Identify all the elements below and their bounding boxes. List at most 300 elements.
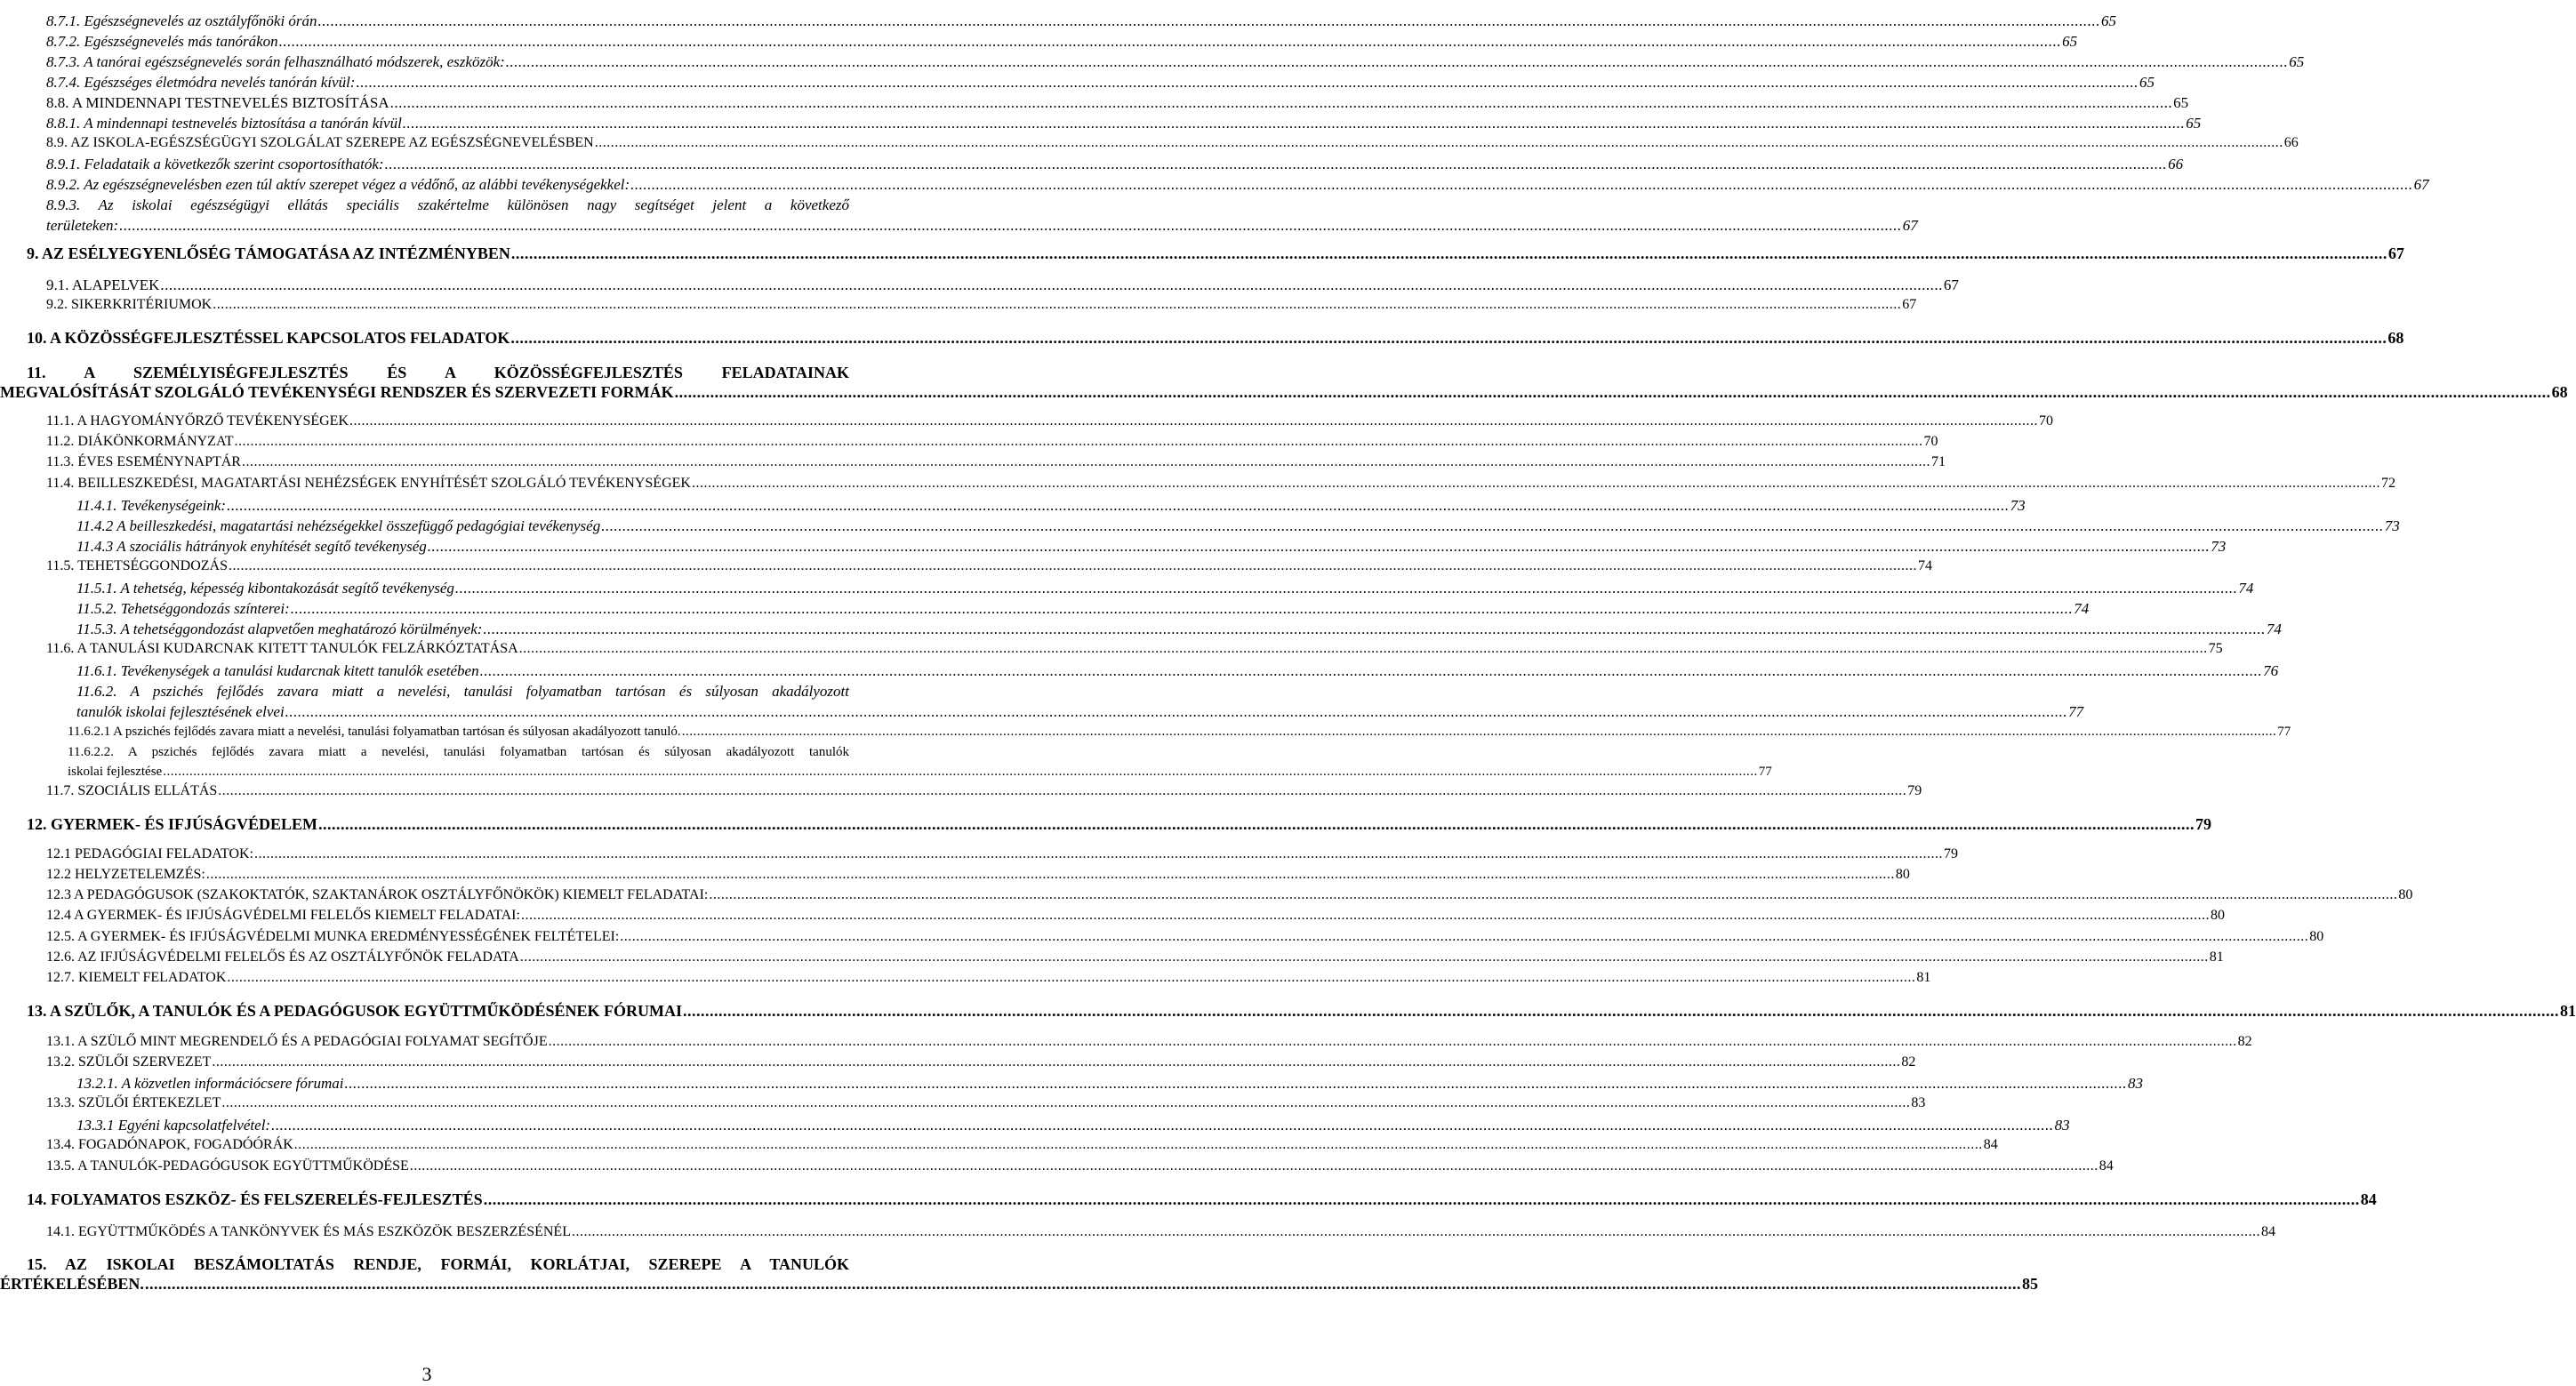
toc-entry[interactable] <box>27 815 2212 834</box>
toc-page-number: 72 <box>2380 476 2395 491</box>
toc-label <box>76 517 600 535</box>
toc-label <box>46 135 594 151</box>
toc-entry[interactable] <box>46 297 1917 313</box>
toc-entry[interactable] <box>46 558 1932 574</box>
dot-leader <box>455 580 2238 597</box>
toc-entry[interactable] <box>46 970 1931 986</box>
toc-page-number: 67 <box>2387 244 2404 262</box>
toc-entry[interactable] <box>76 580 2254 597</box>
toc-entry[interactable] <box>46 1095 1926 1111</box>
dot-leader <box>227 497 2010 515</box>
toc-title-line2: iskolai fejlesztése <box>68 765 163 779</box>
toc-title: SZOCIÁLIS ELLÁTÁS <box>77 783 218 798</box>
toc-number: 12.7. <box>46 970 75 985</box>
toc-number: 11.3. <box>46 454 75 469</box>
toc-page-number: 71 <box>1930 454 1946 469</box>
toc-page-number: 82 <box>2237 1034 2252 1049</box>
dot-leader <box>519 641 2208 657</box>
toc-page-number: 65 <box>2139 74 2155 91</box>
toc-entry[interactable] <box>27 1190 2377 1209</box>
toc-label <box>46 1224 571 1240</box>
toc-entry-continuation[interactable] <box>76 703 2084 721</box>
toc-title: Tehetséggondozás színterei: <box>120 600 290 617</box>
toc-title: Egészségnevelés más tanórákon <box>84 33 278 50</box>
toc-entry[interactable] <box>27 364 849 382</box>
toc-title: PEDAGÓGIAI FELADATOK: <box>75 846 254 861</box>
toc-entry[interactable] <box>46 413 2053 429</box>
toc-title: A beilleszkedési, magatartási nehézségekkel összefüggő pedagógiai tevékenység <box>116 517 601 534</box>
toc-title: A TANULÁSI KUDARCNAK KITETT TANULÓK FELZÁRKÓZTATÁSA <box>76 641 518 656</box>
dot-leader <box>271 1117 2054 1134</box>
toc-title: Tevékenységeink: <box>120 497 227 514</box>
toc-entry[interactable] <box>46 1034 2252 1050</box>
dot-leader <box>221 1095 1910 1111</box>
toc-page-number: 65 <box>2101 12 2117 29</box>
dot-leader <box>349 413 2038 429</box>
toc-page-number: 65 <box>2062 33 2078 50</box>
toc-title: A TANULÓK-PEDAGÓGUSOK EGYÜTTMŰKÖDÉSE <box>77 1158 409 1174</box>
toc-number: 11.6.2.2. <box>68 745 114 759</box>
toc-label <box>27 364 849 381</box>
toc-number: 8.7.4. <box>46 74 81 91</box>
toc-label <box>76 538 427 556</box>
toc-page-number: 79 <box>1944 846 1959 861</box>
toc-page-number: 73 <box>2384 517 2400 534</box>
toc-entry[interactable] <box>46 12 2117 30</box>
dot-leader <box>480 662 2263 680</box>
toc-entry[interactable] <box>27 329 2404 348</box>
toc-number: 8.8. <box>46 94 69 111</box>
toc-title: Egészségnevelés az osztályfőnöki órán <box>84 12 317 29</box>
toc-entry[interactable] <box>76 1117 2070 1134</box>
toc-page-number: 73 <box>2010 497 2026 514</box>
toc-label <box>68 745 849 759</box>
toc-label <box>27 815 317 834</box>
dot-leader <box>242 454 1930 470</box>
toc-number: 12.3 <box>46 887 71 902</box>
toc-label <box>46 53 505 71</box>
toc-label <box>27 329 510 348</box>
toc-title: A közvetlen információcsere fórumai <box>121 1075 344 1092</box>
toc-label <box>46 1158 409 1174</box>
toc-number: 14. <box>27 1190 47 1208</box>
toc-page-number: 82 <box>1901 1054 1916 1070</box>
toc-number: 11.6. <box>46 641 75 656</box>
dot-leader <box>620 929 2308 945</box>
toc-number: 11.4.2 <box>76 517 114 534</box>
toc-page-number: 74 <box>2074 600 2090 617</box>
toc-page-number: 73 <box>2211 538 2227 555</box>
toc-title: A SZEMÉLYISÉGFEJLESZTÉS ÉS A KÖZÖSSÉGFEJLESZTÉS FELADATAINAK <box>84 364 849 381</box>
toc-entry[interactable] <box>27 244 2404 263</box>
toc-page-number: 79 <box>2195 815 2212 833</box>
toc-title: A tehetség, képesség kibontakozását segítő tevékenység <box>120 580 454 597</box>
dot-leader <box>520 949 2209 965</box>
toc-number: 13.5. <box>46 1158 75 1174</box>
dot-leader <box>235 434 1923 450</box>
toc-entry-continuation[interactable] <box>68 765 1772 780</box>
toc-label <box>76 1075 343 1093</box>
toc-title: A szociális hátrányok enyhítését segítő tevékenység <box>116 538 427 555</box>
toc-title: ÉVES ESEMÉNYNAPTÁR <box>77 454 241 469</box>
dot-leader <box>385 156 2168 173</box>
dot-leader <box>601 517 2384 535</box>
toc-label <box>46 176 630 194</box>
toc-title: EGYÜTTMŰKÖDÉS A TANKÖNYVEK ÉS MÁS ESZKÖZÖK BESZERZÉSÉNÉL <box>78 1224 571 1239</box>
toc-page-number: 66 <box>2168 156 2184 172</box>
dot-leader <box>403 115 2186 132</box>
toc-page-number: 80 <box>2309 929 2324 944</box>
toc-page-number: 77 <box>2068 703 2084 720</box>
toc-entry-continuation[interactable] <box>46 217 1918 235</box>
toc-number: 9.2. <box>46 297 68 312</box>
toc-entry[interactable] <box>46 434 1938 450</box>
toc-entry[interactable] <box>76 517 2400 535</box>
toc-title: A tehetséggondozást alapvetően meghatározó körülmények: <box>120 621 483 637</box>
toc-number: 10. <box>27 329 47 347</box>
toc-number: 11.6.1. <box>76 662 117 679</box>
toc-label <box>46 1054 211 1070</box>
dot-leader <box>227 970 1915 986</box>
toc-page-number: 74 <box>1918 558 1932 573</box>
toc-page-number: 81 <box>1916 970 1931 985</box>
dot-leader <box>285 703 2068 721</box>
toc-title-line2: területeken: <box>46 217 119 234</box>
toc-page-number: 70 <box>1923 434 1938 449</box>
toc-page-number: 67 <box>1902 217 1918 234</box>
toc-label <box>46 115 402 132</box>
toc-label <box>46 949 519 965</box>
dot-leader <box>163 765 1758 780</box>
toc-entry[interactable] <box>76 600 2090 618</box>
toc-page-number: 84 <box>2260 1224 2275 1239</box>
dot-leader <box>254 846 1943 862</box>
toc-entry[interactable] <box>46 196 849 214</box>
toc-number: 8.9.1. <box>46 156 81 172</box>
toc-entry[interactable] <box>46 53 2305 71</box>
dot-leader <box>318 815 2195 834</box>
toc-page-number: 79 <box>1907 783 1922 798</box>
page-number: 3 <box>421 1363 432 1385</box>
toc-title: SIKERKRITÉRIUMOK <box>71 297 213 312</box>
toc-page-number: 76 <box>2263 662 2279 679</box>
toc-page-number: 75 <box>2208 641 2223 656</box>
dot-leader <box>683 1002 2559 1021</box>
toc-entry[interactable] <box>46 929 2324 945</box>
toc-title: A pszichés fejlődés zavara miatt a nevelési, tanulási folyamatban tartósan és súlyosan akadályozott tanulók <box>127 745 849 759</box>
toc-page-number: 74 <box>2238 580 2254 597</box>
dot-leader <box>294 1137 1983 1153</box>
toc-title: AZ ESÉLYEGYENLŐSÉG TÁMOGATÁSA AZ INTÉZMÉNYBEN <box>42 244 510 262</box>
toc-entry-continuation[interactable] <box>0 383 2568 402</box>
toc-label <box>27 1255 849 1273</box>
toc-title: A SZÜLŐ MINT MEGRENDELŐ ÉS A PEDAGÓGIAI FOLYAMAT SEGÍTŐJE <box>77 1034 548 1049</box>
toc-entry[interactable] <box>76 1075 2143 1093</box>
toc-page-number: 65 <box>2289 53 2305 70</box>
toc-number: 12.4 <box>46 908 71 923</box>
toc-number: 11.1. <box>46 413 75 429</box>
toc-page-number: 70 <box>2039 413 2053 429</box>
toc-entry[interactable] <box>76 683 849 701</box>
toc-title: A pszichés fejlődés zavara miatt a nevelési, tanulási folyamatban tartósan és súlyosan akadályozott <box>130 683 849 700</box>
toc-title: KIEMELT FELADATOK <box>78 970 227 985</box>
toc-label <box>46 1034 548 1050</box>
toc-title: A HAGYOMÁNYŐRZŐ TEVÉKENYSÉGEK <box>76 413 349 429</box>
toc-label <box>46 641 518 657</box>
dot-leader <box>145 1275 2021 1294</box>
toc-title: GYERMEK- ÉS IFJÚSÁGVÉDELEM <box>51 815 318 833</box>
toc-title-line2: MEGVALÓSÍTÁSÁT SZOLGÁLÓ TEVÉKENYSÉGI RENDSZER ÉS SZERVEZETI FORMÁK <box>0 383 674 401</box>
toc-entry[interactable] <box>27 1002 2576 1021</box>
toc-label <box>27 1190 483 1209</box>
toc-entry[interactable] <box>68 725 2291 740</box>
toc-title: TEHETSÉGGONDOZÁS <box>77 558 228 573</box>
toc-title: AZ IFJÚSÁGVÉDELMI FELELŐS ÉS AZ OSZTÁLYFŐNÖK FELADATA <box>77 949 519 965</box>
toc-number: 13.1. <box>46 1034 75 1049</box>
toc-title: A KÖZÖSSÉGFEJLESZTÉSSEL KAPCSOLATOS FELADATOK <box>50 329 510 347</box>
toc-label <box>46 887 708 903</box>
toc-entry[interactable] <box>46 1158 2114 1174</box>
toc-page-number: 81 <box>2209 949 2224 965</box>
toc-label <box>76 683 849 700</box>
toc-number: 11.6.2.1 <box>68 725 111 739</box>
toc-title-line2: ÉRTÉKELÉSÉBEN. <box>0 1275 144 1293</box>
toc-label <box>46 434 234 450</box>
toc-label <box>76 621 482 638</box>
dot-leader <box>506 53 2289 71</box>
toc-entry[interactable] <box>76 538 2227 556</box>
dot-leader <box>630 176 2413 194</box>
toc-label <box>46 413 349 429</box>
toc-page-number: 83 <box>1911 1095 1926 1110</box>
toc-page-number: 85 <box>2021 1275 2038 1293</box>
toc-title: FOLYAMATOS ESZKÖZ- ÉS FELSZERELÉS-FEJLESZTÉS <box>51 1190 483 1208</box>
toc-entry[interactable] <box>46 115 2202 132</box>
toc-label <box>68 725 681 740</box>
toc-number: 13.3.1 <box>76 1117 115 1134</box>
toc-title: Az iskolai egészségügyi ellátás speciális szakértelme különösen nagy segítséget jelent a következő <box>98 196 849 213</box>
toc-label <box>27 244 510 263</box>
toc-number: 12. <box>27 815 47 833</box>
dot-leader <box>213 297 1901 313</box>
toc-page-number: 84 <box>2099 1158 2114 1174</box>
toc-label <box>46 12 317 30</box>
toc-number: 14.1. <box>46 1224 75 1239</box>
toc-title: FOGADÓNAPOK, FOGADÓÓRÁK <box>78 1137 293 1152</box>
toc-title: AZ ISKOLA-EGÉSZSÉGÜGYI SZOLGÁLAT SZEREPE AZ EGÉSZSÉGNEVELÉSBEN <box>70 135 594 150</box>
toc-number: 12.2 <box>46 867 71 882</box>
toc-page-number: 68 <box>2387 329 2404 347</box>
toc-number: 11.5.2. <box>76 600 117 617</box>
dot-leader <box>510 329 2387 348</box>
toc-entry-continuation[interactable] <box>0 1275 2038 1294</box>
toc-number: 8.7.2. <box>46 33 81 50</box>
toc-entry[interactable] <box>46 867 1910 883</box>
toc-number: 11.4.1. <box>76 497 117 514</box>
toc-number: 11.7. <box>46 783 75 798</box>
dot-leader <box>218 783 1906 799</box>
toc-entry[interactable] <box>46 887 2413 903</box>
toc-label <box>46 970 226 986</box>
toc-entry[interactable] <box>46 783 1922 799</box>
toc-label <box>46 929 619 945</box>
toc-entry[interactable] <box>46 176 2429 194</box>
toc-entry[interactable] <box>46 74 2155 92</box>
toc-page-number: 65 <box>2186 115 2202 132</box>
toc-number: 8.7.1. <box>46 12 81 29</box>
toc-entry[interactable] <box>46 1224 2275 1240</box>
toc-number: 11.2. <box>46 434 75 449</box>
toc-number: 12.6. <box>46 949 75 965</box>
toc-number: 8.9. <box>46 135 68 150</box>
toc-title: A mindennapi testnevelés biztosítása a tanórán kívül <box>84 115 402 132</box>
toc-number: 13.4. <box>46 1137 75 1152</box>
toc-label <box>46 476 691 492</box>
toc-number: 15. <box>27 1255 47 1273</box>
dot-leader <box>119 217 1902 235</box>
toc-number: 11.4.3 <box>76 538 114 555</box>
toc-page-number: 65 <box>2173 94 2189 111</box>
toc-title: Egyéni kapcsolatfelvétel: <box>117 1117 271 1134</box>
toc-entry[interactable] <box>46 908 2225 924</box>
toc-title: A pszichés fejlődés zavara miatt a nevelési, tanulási folyamatban tartósan és súlyosan akadályozott tanuló. <box>113 725 681 739</box>
dot-leader <box>160 276 1943 294</box>
toc-number: 13.3. <box>46 1095 75 1110</box>
dot-leader <box>692 476 2380 492</box>
toc-label <box>46 783 217 799</box>
dot-leader <box>212 1054 1900 1070</box>
toc-entry[interactable] <box>46 94 2189 112</box>
toc-number: 9. <box>27 244 39 262</box>
toc-entry[interactable] <box>46 1137 1998 1153</box>
toc-entry[interactable] <box>46 949 2224 965</box>
toc-number: 11.5. <box>46 558 75 573</box>
toc-label <box>46 156 384 173</box>
toc-label <box>27 1002 682 1021</box>
toc-label <box>46 1137 293 1153</box>
dot-leader <box>511 244 2387 263</box>
toc-label <box>46 558 228 574</box>
toc-title: A PEDAGÓGUSOK (SZAKOKTATÓK, SZAKTANÁROK OSZTÁLYFŐNÖKÖK) KIEMELT FELADATAI: <box>74 887 709 902</box>
dot-leader <box>291 600 2074 618</box>
toc-entry[interactable] <box>68 745 849 760</box>
toc-number: 8.9.2. <box>46 176 81 193</box>
toc-page-number: 81 <box>2559 1002 2576 1020</box>
toc-page-number: 68 <box>2551 383 2568 401</box>
toc-entry[interactable] <box>76 497 2026 515</box>
toc-label <box>76 600 290 618</box>
toc-number: 8.9.3. <box>46 196 81 213</box>
toc-page-number: 67 <box>1943 276 1959 293</box>
toc-number: 8.7.3. <box>46 53 81 70</box>
toc-number: 11.5.3. <box>76 621 117 637</box>
toc-page-number: 83 <box>2054 1117 2070 1134</box>
toc-page-number: 67 <box>2413 176 2429 193</box>
dot-leader <box>675 383 2551 402</box>
toc-entry[interactable] <box>46 135 2299 151</box>
toc-page-number: 83 <box>2127 1075 2143 1092</box>
toc-page-number: 74 <box>2266 621 2282 637</box>
toc-number: 9.1. <box>46 276 69 293</box>
toc-number: 13.2.1. <box>76 1075 118 1092</box>
toc-entry[interactable] <box>27 1255 849 1274</box>
toc-page-number: 80 <box>2398 887 2413 902</box>
toc-label <box>46 846 253 862</box>
toc-number: 12.5. <box>46 929 75 944</box>
toc-entry[interactable] <box>46 156 2184 173</box>
dot-leader <box>344 1075 2127 1093</box>
toc-title: Az egészségnevelésben ezen túl aktív szerepet végez a védőnő, az alábbi tevékenységekkel: <box>84 176 630 193</box>
dot-leader <box>410 1158 2099 1174</box>
dot-leader <box>279 33 2062 51</box>
dot-leader <box>484 1190 2360 1209</box>
toc-number: 11.5.1. <box>76 580 117 597</box>
dot-leader <box>206 867 1895 883</box>
toc-number: 8.8.1. <box>46 115 81 132</box>
toc-title: A MINDENNAPI TESTNEVELÉS BIZTOSÍTÁSA <box>71 94 389 111</box>
toc-label <box>76 497 226 515</box>
toc-page-number: 84 <box>2360 1190 2377 1208</box>
toc-title: A tanórai egészségnevelés során felhasználható módszerek, eszközök: <box>84 53 505 70</box>
toc-title: HELYZETELEMZÉS: <box>75 867 205 882</box>
toc-entry[interactable] <box>46 33 2078 51</box>
toc-title: A GYERMEK- ÉS IFJÚSÁGVÉDELMI MUNKA EREDMÉNYESSÉGÉNEK FELTÉTELEI: <box>77 929 620 944</box>
toc-title: Egészséges életmódra nevelés tanórán kívül: <box>84 74 356 91</box>
toc-number: 11.4. <box>46 476 75 491</box>
toc-page-number: 84 <box>1983 1137 1998 1152</box>
toc-title: ALAPELVEK <box>71 276 160 293</box>
toc-label <box>46 454 241 470</box>
toc-title: SZÜLŐI ÉRTEKEZLET <box>78 1095 221 1110</box>
toc-title: AZ ISKOLAI BESZÁMOLTATÁS RENDJE, FORMÁI, KORLÁTJAI, SZEREPE A TANULÓK <box>65 1255 849 1273</box>
toc-entry[interactable] <box>46 276 1959 294</box>
toc-entry[interactable] <box>46 476 2395 492</box>
dot-leader <box>521 908 2210 924</box>
toc-label <box>46 297 212 313</box>
toc-entry[interactable] <box>46 1054 1916 1070</box>
dot-leader <box>318 12 2101 30</box>
toc-entry[interactable] <box>76 621 2282 638</box>
toc-title: BEILLESZKEDÉSI, MAGATARTÁSI NEHÉZSÉGEK ENYHÍTÉSÉT SZOLGÁLÓ TEVÉKENYSÉGEK <box>77 476 691 491</box>
toc-number: 13.2. <box>46 1054 75 1070</box>
toc-number: 13. <box>27 1002 47 1020</box>
dot-leader <box>682 725 2277 740</box>
toc-label <box>46 74 355 92</box>
toc-entry[interactable] <box>46 846 1959 862</box>
toc-title-line2: tanulók iskolai fejlesztésének elvei <box>76 703 285 720</box>
toc-label <box>46 94 389 112</box>
toc-entry[interactable] <box>46 641 2223 657</box>
toc-label <box>76 662 479 680</box>
toc-page-number: 77 <box>1758 765 1772 779</box>
toc-label <box>76 580 454 597</box>
dot-leader <box>549 1034 2237 1050</box>
toc-number: 11.6.2. <box>76 683 117 700</box>
toc-page-number: 77 <box>2277 725 2291 739</box>
toc-page-number: 80 <box>1895 867 1910 882</box>
toc-label <box>46 33 278 51</box>
toc-number: 12.1 <box>46 846 71 861</box>
toc-label <box>46 867 205 883</box>
toc-entry[interactable] <box>46 454 1946 470</box>
toc-title: A SZÜLŐK, A TANULÓK ÉS A PEDAGÓGUSOK EGYÜTTMŰKÖDÉSÉNEK FÓRUMAI <box>50 1002 682 1020</box>
toc-title: Tevékenységek a tanulási kudarcnak kitett tanulók esetében <box>120 662 479 679</box>
toc-entry[interactable] <box>76 662 2279 680</box>
toc-label <box>46 1095 221 1111</box>
toc-title: SZÜLŐI SZERVEZET <box>78 1054 212 1070</box>
dot-leader <box>595 135 2283 151</box>
toc-page-number: 66 <box>2283 135 2299 150</box>
